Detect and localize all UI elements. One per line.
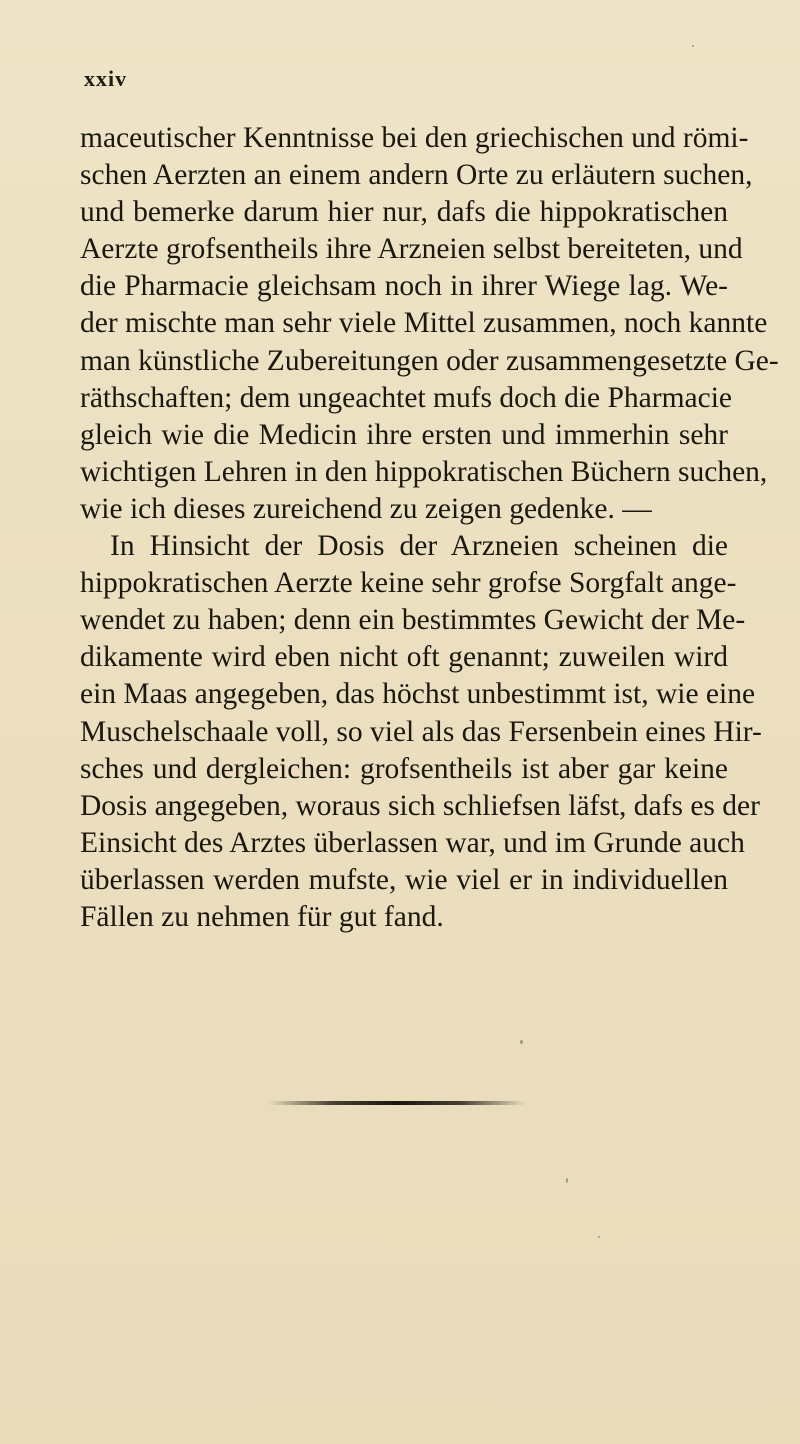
text-line: dikamente wird eben nicht oft genannt; zuweilen wird xyxy=(80,641,728,674)
text-line: Aerzte grofsentheils ihre Arzneien selbst bereiteten, und xyxy=(80,233,743,266)
text-line: Einsicht des Arztes überlassen war, und im Grunde auch xyxy=(80,826,745,859)
text-line: wie ich dieses zureichend zu zeigen gedenke. — xyxy=(80,492,652,525)
text-line: schen Aerzten an einem andern Orte zu erläutern suchen, xyxy=(80,159,753,192)
section-divider-rule xyxy=(268,1101,526,1105)
text-line: ein Maas angegeben, das höchst unbestimmt ist, wie eine xyxy=(80,678,756,711)
text-line: wendet zu haben; denn ein bestimmtes Gewicht der Me- xyxy=(80,604,746,637)
text-line: Muschelschaale voll, so viel als das Fersenbein eines Hir- xyxy=(80,715,762,748)
paper-speck xyxy=(566,1178,568,1183)
paper-speck xyxy=(598,1236,600,1238)
text-line: der mischte man sehr viele Mittel zusammen, noch kannte xyxy=(80,307,768,340)
body-text xyxy=(80,120,779,936)
text-line: die Pharmacie gleichsam noch in ihrer Wiege lag. We- xyxy=(80,270,728,303)
text-line: man künstliche Zubereitungen oder zusammengesetzte Ge- xyxy=(80,344,779,377)
text-line: Dosis angegeben, woraus sich schliefsen läfst, dafs es der xyxy=(80,789,760,822)
text-line: wichtigen Lehren in den hippokratischen Büchern suchen, xyxy=(80,455,768,488)
text-line: und bemerke darum hier nur, dafs die hippokratischen xyxy=(80,196,728,229)
paper-speck xyxy=(520,1040,523,1044)
text-line: überlassen werden mufste, wie viel er in individuellen xyxy=(80,863,728,896)
text-line: Fällen zu nehmen für gut fand. xyxy=(80,900,444,933)
text-line: maceutischer Kenntnisse bei den griechischen und römi- xyxy=(80,122,749,154)
text-line: sches und dergleichen: grofsentheils ist aber gar keine xyxy=(80,752,728,785)
text-line: räthschaften; dem ungeachtet mufs doch die Pharmacie xyxy=(80,381,733,414)
text-line: hippokratischen Aerzte keine sehr grofse Sorgfalt ange- xyxy=(80,567,737,600)
paper-speck xyxy=(692,45,694,47)
text-line: In Hinsicht der Dosis der Arzneien scheinen die xyxy=(110,530,728,563)
page-number: xxiv xyxy=(84,66,128,91)
text-line: gleich wie die Medicin ihre ersten und immerhin sehr xyxy=(80,418,728,451)
